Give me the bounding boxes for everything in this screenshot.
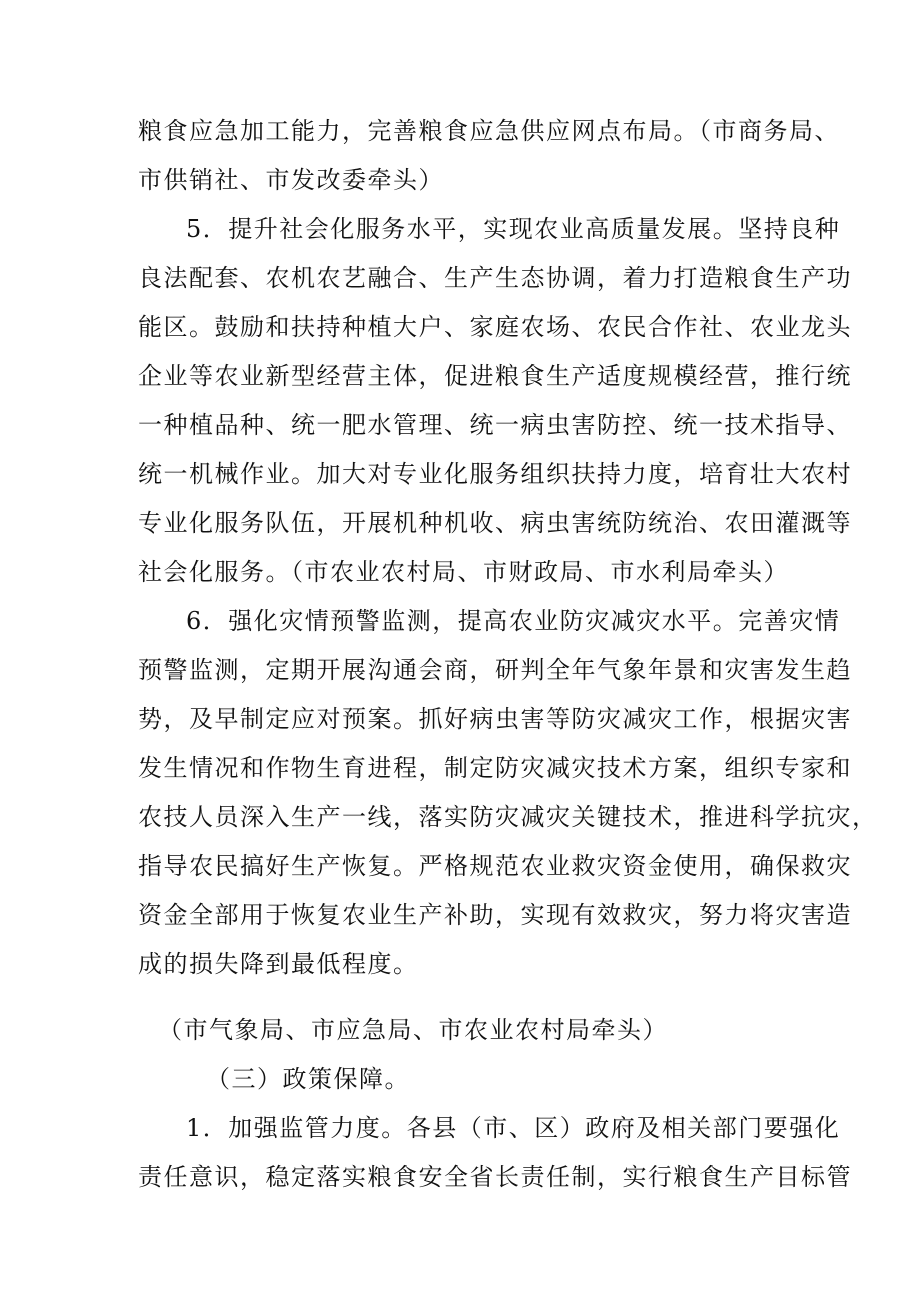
paragraph-heading-1: 1．加强监管力度。各县（市、区）政府及相关部门要强化 bbox=[186, 1114, 841, 1142]
text-line: （市气象局、市应急局、市农业农村局牵头） bbox=[158, 1016, 668, 1044]
text-line: 专业化服务队伍，开展机种机收、病虫害统防统治、农田灌溉等 bbox=[138, 509, 852, 537]
text-line: 能区。鼓励和扶持种植大户、家庭农场、农民合作社、农业龙头 bbox=[138, 313, 852, 341]
text-line: 责任意识，稳定落实粮食安全省长责任制，实行粮食生产目标管 bbox=[138, 1163, 852, 1191]
text-line: 一种植品种、统一肥水管理、统一病虫害防控、统一技术指导、 bbox=[138, 411, 852, 439]
text-line: 社会化服务。（市农业农村局、市财政局、市水利局牵头） bbox=[138, 558, 789, 586]
text-line: 统一机械作业。加大对专业化服务组织扶持力度，培育壮大农村 bbox=[138, 460, 852, 488]
text-line: 指导农民搞好生产恢复。严格规范农业救灾资金使用，确保救灾 bbox=[138, 852, 852, 880]
text-line: 粮食应急加工能力，完善粮食应急供应网点布局。（市商务局、 bbox=[138, 117, 840, 145]
text-line: 发生情况和作物生育进程，制定防灾减灾技术方案，组织专家和 bbox=[138, 754, 852, 782]
section-heading: （三）政策保障。 bbox=[206, 1065, 410, 1093]
text-line: 资金全部用于恢复农业生产补助，实现有效救灾，努力将灾害造 bbox=[138, 901, 852, 929]
text-line: 良法配套、农机农艺融合、生产生态协调，着力打造粮食生产功 bbox=[138, 264, 852, 292]
paragraph-heading-5: 5．提升社会化服务水平，实现农业高质量发展。坚持良种 bbox=[186, 215, 841, 243]
text-line: 势，及早制定应对预案。抓好病虫害等防灾减灾工作，根据灾害 bbox=[138, 705, 852, 733]
text-line: 成的损失降到最低程度。 bbox=[138, 950, 419, 978]
text-line: 预警监测，定期开展沟通会商，研判全年气象年景和灾害发生趋 bbox=[138, 656, 852, 684]
text-line: 市供销社、市发改委牵头） bbox=[138, 166, 444, 194]
paragraph-heading-6: 6．强化灾情预警监测，提高农业防灾减灾水平。完善灾情 bbox=[186, 607, 841, 635]
text-line: 企业等农业新型经营主体，促进粮食生产适度规模经营，推行统 bbox=[138, 362, 852, 390]
text-line: 农技人员深入生产一线，落实防灾减灾关键技术，推进科学抗灾， bbox=[138, 803, 878, 831]
